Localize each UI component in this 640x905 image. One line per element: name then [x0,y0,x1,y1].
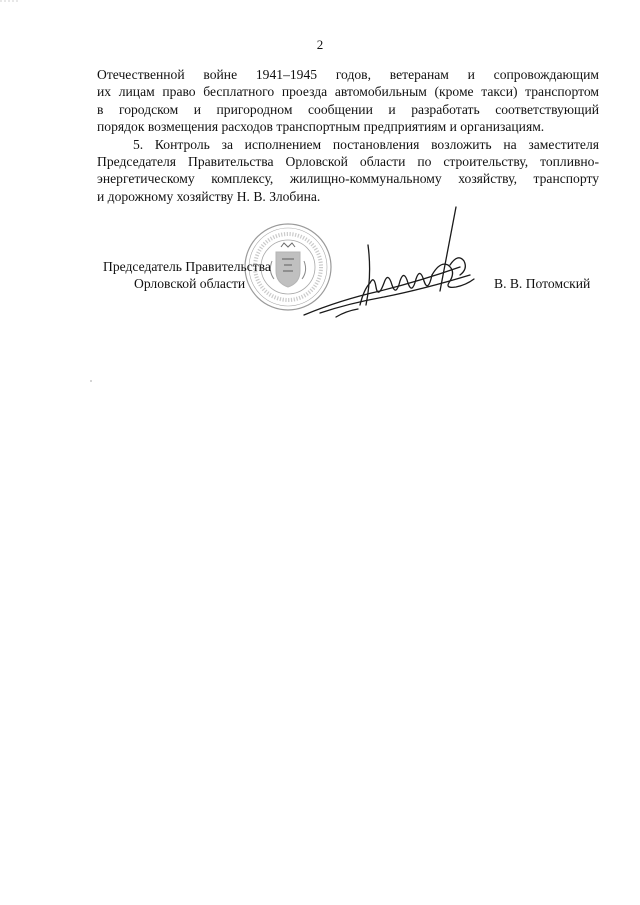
text-line: 5. Контроль за исполнением постановления возложить на заместителя [133,136,599,152]
text-line: в городском и пригородном сообщении и разработать соответствующий [97,101,599,117]
signatory-title-line-1: Председатель Правительства [103,259,271,274]
text-line: энергетическому комплексу, жилищно-коммунальному хозяйству, транспорту [97,171,599,187]
paragraph-5 [97,136,599,206]
scan-corner-mark [0,0,20,4]
text-line: их лицам право бесплатного проезда автомобильным (кроме такси) транспортом [97,84,599,100]
scan-speck [90,380,92,382]
document-body [97,66,599,205]
signatory-title-line-2: Орловской области [134,276,246,291]
text-line: порядок возмещения расходов транспортным предприятиям и организациям. [97,119,545,135]
text-line: Отечественной войне 1941–1945 годов, ветеранам и сопровождающим [97,67,599,82]
signatory-name: В. В. Потомский [494,276,591,291]
text-line: и дорожному хозяйству Н. В. Злобина. [97,188,321,204]
handwritten-signature-icon [300,205,480,325]
page-number: 2 [316,37,324,52]
text-line: Председателя Правительства Орловской области по строительству, топливно- [97,154,599,170]
paragraph-continued [97,66,599,136]
